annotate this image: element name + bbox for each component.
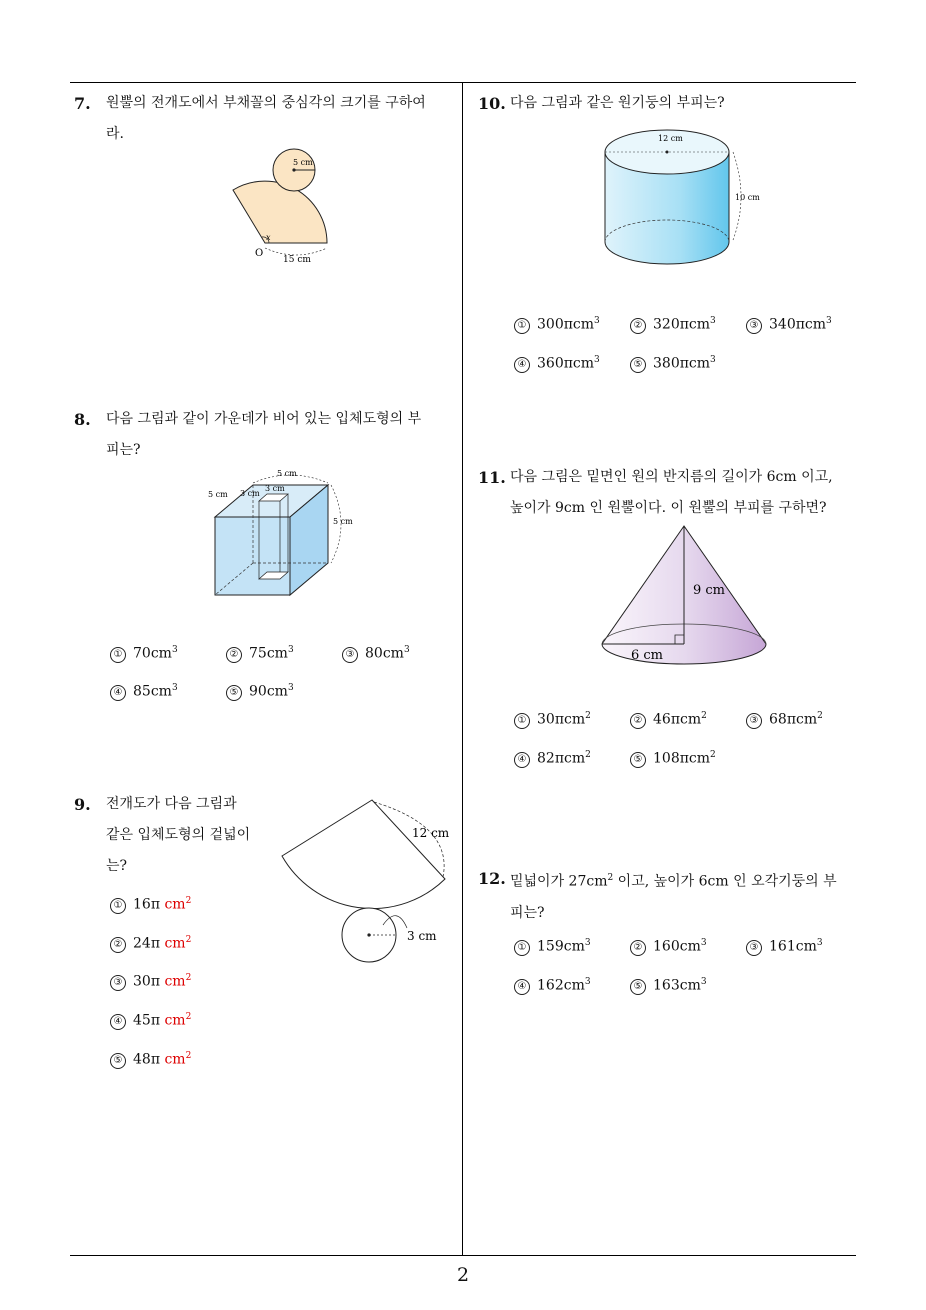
option-2[interactable]: ② 320πcm$^3$	[630, 316, 716, 334]
option-4[interactable]: ④ $162cm^3$	[514, 977, 591, 995]
cone-figure	[595, 518, 775, 673]
hole-label-b: 3 cm	[265, 484, 285, 493]
center-label: O	[255, 248, 264, 259]
option-3[interactable]: ③ 340πcm$^3$	[746, 316, 832, 334]
bottom-rule	[70, 1255, 856, 1256]
option-3[interactable]: ③ $161cm^3$	[746, 938, 823, 956]
option-3[interactable]: ③ 30π $cm^2$	[110, 973, 191, 991]
hollow-cube-figure	[205, 465, 355, 600]
question-number: 7.	[74, 94, 91, 113]
page-number: 2	[456, 1264, 470, 1286]
question-text: 다음 그림은 밑면인 원의 반지름의 길이가 6cm 이고, 높이가 9cm 인 원뿔이다. 이 원뿔의 부피를 구하면?	[510, 469, 833, 516]
column-divider	[462, 82, 463, 1256]
question-number: 12.	[478, 869, 506, 888]
option-2[interactable]: ② 46πcm$^2$	[630, 711, 707, 729]
left-label: 5 cm	[208, 490, 228, 499]
question-number: 11.	[478, 468, 506, 487]
question-number: 8.	[74, 410, 91, 429]
radius-label: 6 cm	[631, 648, 664, 663]
question-text: 전개도가 다음 그림과 같은 입체도형의 겉넓이 는?	[106, 796, 251, 874]
question-number: 10.	[478, 94, 506, 113]
option-5[interactable]: ⑤ $163cm^3$	[630, 977, 707, 995]
question-text: 다음 그림과 같은 원기둥의 부피는?	[510, 95, 725, 111]
radius-label: 3 cm	[407, 929, 437, 943]
option-1[interactable]: ① $70cm^3$	[110, 645, 178, 663]
question-number: 9.	[74, 795, 91, 814]
slant-label: 15 cm	[283, 255, 311, 265]
option-1[interactable]: ① 16π $cm^2$	[110, 896, 191, 914]
option-5[interactable]: ⑤ $90cm^3$	[226, 683, 294, 701]
option-3[interactable]: ③ 68πcm$^2$	[746, 711, 823, 729]
option-1[interactable]: ① $159cm^3$	[514, 938, 591, 956]
option-2[interactable]: ② $75cm^3$	[226, 645, 294, 663]
question-text: 원뿔의 전개도에서 부채꼴의 중심각의 크기를 구하여 라.	[106, 95, 426, 142]
right-label: 5 cm	[333, 517, 353, 526]
option-2[interactable]: ② $160cm^3$	[630, 938, 707, 956]
option-4[interactable]: ④ 45π $cm^2$	[110, 1012, 191, 1030]
question-text: 밑넓이가 $27cm^2$ 이고, 높이가 6cm 인 오각기둥의 부 피는?	[510, 873, 837, 921]
top-rule	[70, 82, 856, 83]
height-label: 9 cm	[693, 583, 726, 598]
cone-net-figure	[225, 140, 345, 270]
cylinder-figure	[595, 122, 770, 272]
option-4[interactable]: ④ $85cm^3$	[110, 683, 178, 701]
angle-label: x	[266, 233, 271, 242]
option-5[interactable]: ⑤ 380πcm$^3$	[630, 355, 716, 373]
option-4[interactable]: ④ 360πcm$^3$	[514, 355, 600, 373]
cone-net-figure	[275, 790, 460, 980]
slant-label: 12 cm	[412, 826, 450, 840]
height-label: 10 cm	[735, 193, 760, 202]
option-5[interactable]: ⑤ 108πcm$^2$	[630, 750, 716, 768]
option-1[interactable]: ① 30πcm$^2$	[514, 711, 591, 729]
option-3[interactable]: ③ $80cm^3$	[342, 645, 410, 663]
option-2[interactable]: ② 24π $cm^2$	[110, 935, 191, 953]
option-4[interactable]: ④ 82πcm$^2$	[514, 750, 591, 768]
diameter-label: 12 cm	[658, 134, 683, 143]
top-label: 5 cm	[277, 469, 297, 478]
option-5[interactable]: ⑤ 48π $cm^2$	[110, 1051, 191, 1069]
question-text: 다음 그림과 같이 가운데가 비어 있는 입체도형의 부 피는?	[106, 411, 422, 458]
radius-label: 5 cm	[293, 158, 313, 167]
option-1[interactable]: ① 300πcm$^3$	[514, 316, 600, 334]
hole-label-a: 3 cm	[240, 489, 260, 498]
